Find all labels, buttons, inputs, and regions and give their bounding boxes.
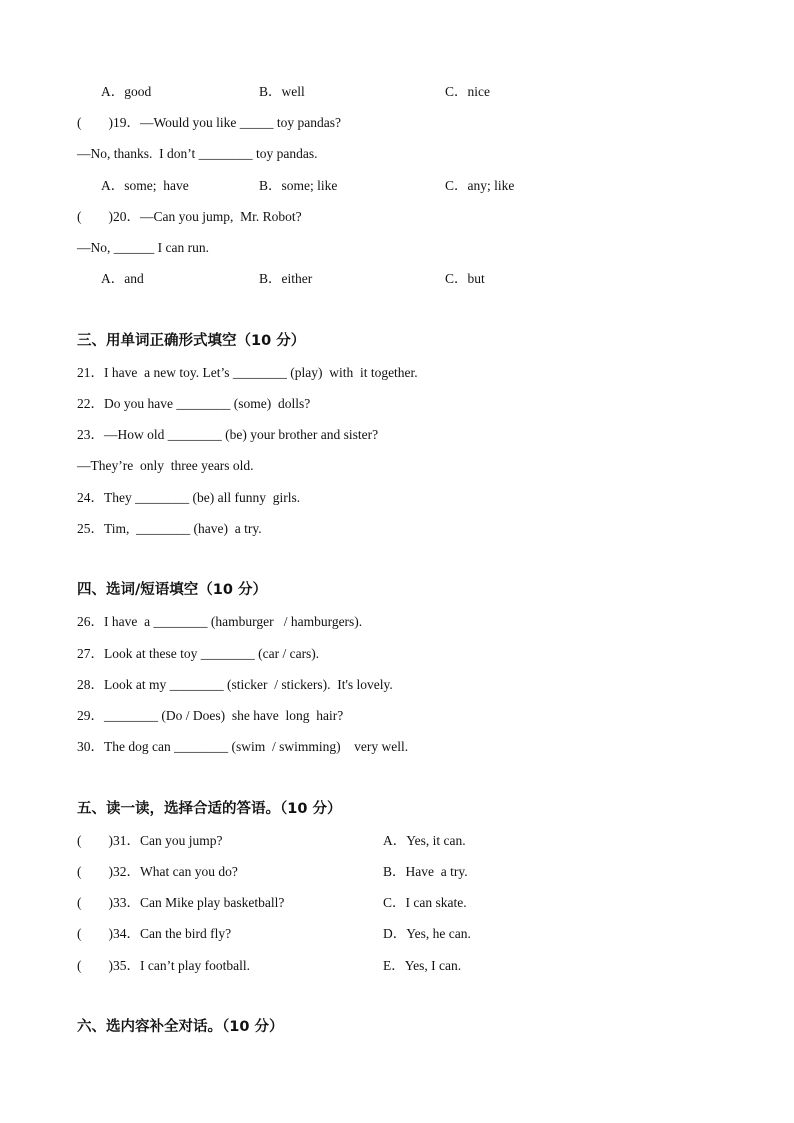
section4-item: 27．Look at these toy ________ (car / cars). xyxy=(77,646,320,661)
q19-option-b: B．some; like xyxy=(259,178,338,193)
section5-answer: A．Yes, it can. xyxy=(383,833,466,848)
section3-heading: 三、用单词正确形式填空（10 分） xyxy=(77,333,306,349)
q20-option-a: A．and xyxy=(101,271,144,286)
q19-reply: —No, thanks. I don’t ________ toy pandas. xyxy=(77,146,318,161)
section5-answer: E．Yes, I can. xyxy=(383,958,462,973)
section5-question: ( )33．Can Mike play basketball? xyxy=(77,895,285,910)
section4-item: 29．________ (Do / Does) she have long hair? xyxy=(77,708,344,723)
q19-option-c: C．any; like xyxy=(445,178,515,193)
q20-option-c: C．but xyxy=(445,271,485,286)
section5-answer: B．Have a try. xyxy=(383,864,468,879)
section5-heading: 五、读一读，选择合适的答语。（10 分） xyxy=(77,801,342,817)
section5-answer: C．I can skate. xyxy=(383,895,467,910)
section5-answer: D．Yes, he can. xyxy=(383,926,471,941)
section3-item: 25．Tim, ________ (have) a try. xyxy=(77,521,262,536)
q20-stem: ( )20．—Can you jump, Mr. Robot? xyxy=(77,209,302,224)
section3-item: 23．—How old ________ (be) your brother and sister? xyxy=(77,427,379,442)
section4-item: 30．The dog can ________ (swim / swimming) very well. xyxy=(77,739,409,754)
section3-item: 24．They ________ (be) all funny girls. xyxy=(77,490,301,505)
q20-option-b: B．either xyxy=(259,271,313,286)
section4-item: 28．Look at my ________ (sticker / stickers). It's lovely. xyxy=(77,677,393,692)
q19-option-a: A．some; have xyxy=(101,178,189,193)
q18-option-a: A．good xyxy=(101,84,152,99)
section6-heading: 六、选内容补全对话。（10 分） xyxy=(77,1019,284,1035)
q18-option-b: B．well xyxy=(259,84,305,99)
q18-option-c: C．nice xyxy=(445,84,490,99)
section5-question: ( )35．I can’t play football. xyxy=(77,958,250,973)
section5-question: ( )34．Can the bird fly? xyxy=(77,926,232,941)
section5-question: ( )31．Can you jump? xyxy=(77,833,223,848)
section3-item: 22．Do you have ________ (some) dolls? xyxy=(77,396,311,411)
q20-reply: —No, ______ I can run. xyxy=(77,240,209,255)
section4-item: 26．I have a ________ (hamburger / hamburgers). xyxy=(77,614,363,629)
section4-heading: 四、选词/短语填空（10 分） xyxy=(77,582,268,598)
section3-item: 21．I have a new toy. Let’s ________ (play) with it together. xyxy=(77,365,418,380)
section3-item: —They’re only three years old. xyxy=(77,458,254,473)
section5-question: ( )32．What can you do? xyxy=(77,864,238,879)
q19-stem: ( )19．—Would you like _____ toy pandas? xyxy=(77,115,342,130)
